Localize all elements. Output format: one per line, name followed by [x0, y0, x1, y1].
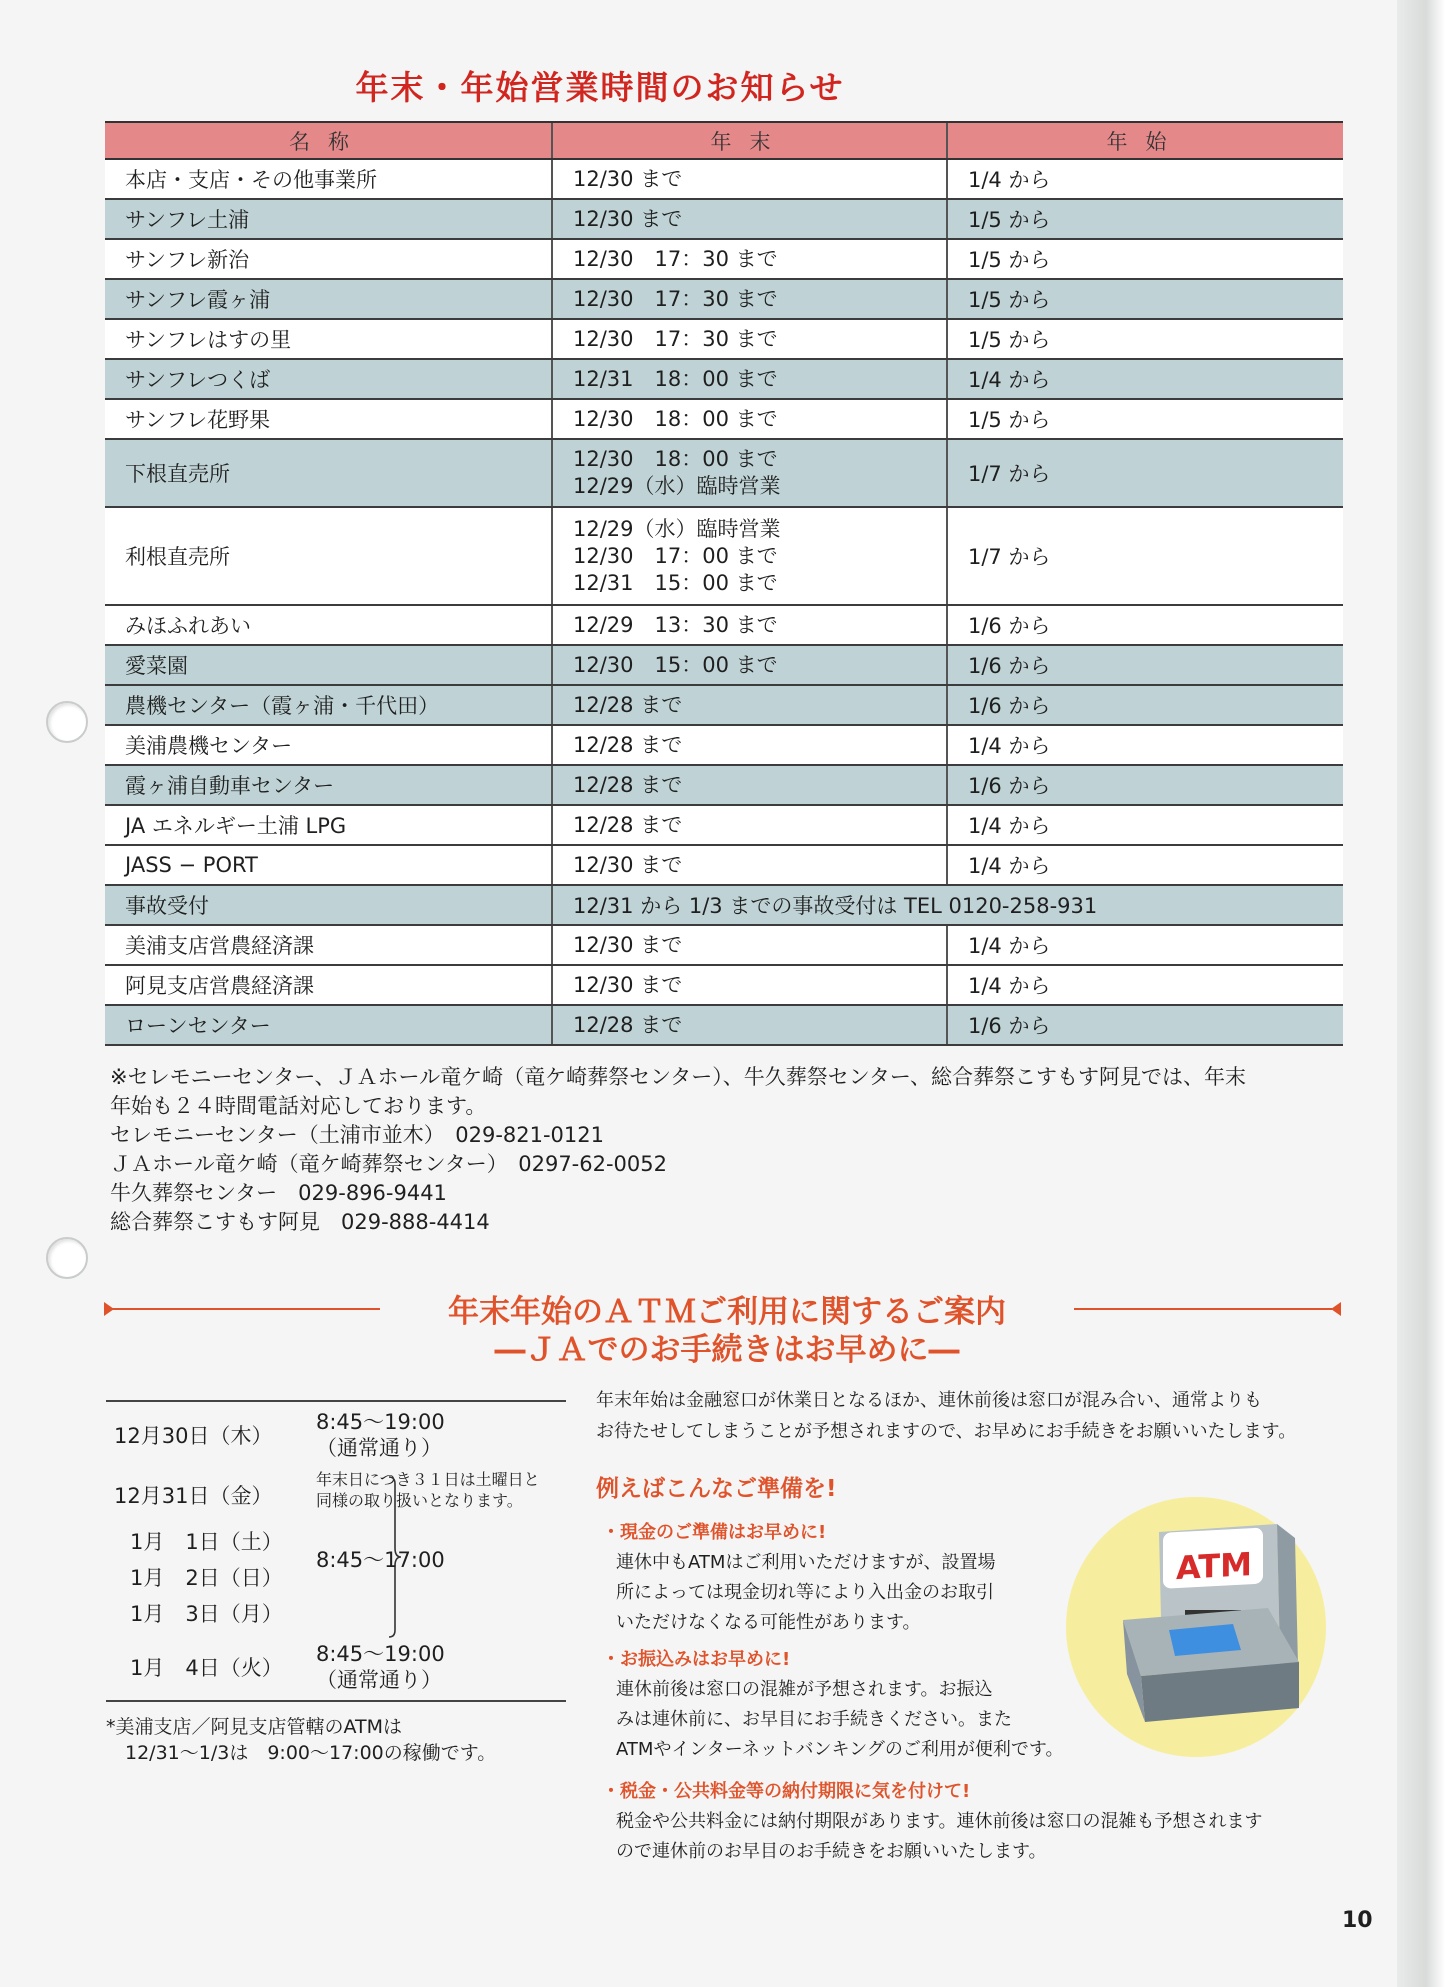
year-end-hours: [552, 845, 947, 885]
table-header-row: [105, 122, 1343, 159]
location-name: サンフレ土浦: [105, 199, 552, 239]
year-end-hours: [552, 605, 947, 645]
tip-heading: ・税金・公共料金等の納付期限に気を付けて!: [602, 1781, 971, 1802]
binder-hole-bottom: [46, 1237, 88, 1279]
year-start-date: 1/4 から: [947, 805, 1343, 845]
table-row: [105, 725, 1343, 765]
year-start-date: 1/6 から: [947, 605, 1343, 645]
hours-line: 12/28 まで: [573, 1012, 683, 1037]
hours-line: 12/29 13：30 まで: [573, 612, 778, 637]
hours-line: 12/30 17：30 まで: [573, 286, 778, 311]
header-name: 名称: [105, 122, 552, 159]
schedule-date: 12月31日（金）: [114, 1484, 273, 1508]
year-start-date: 1/4 から: [947, 359, 1343, 399]
location-name: 下根直売所: [105, 439, 552, 507]
table-row: [105, 845, 1343, 885]
location-name: JA エネルギー土浦 LPG: [105, 805, 552, 845]
schedule-date: 1月 3日（月）: [130, 1602, 283, 1626]
year-end-hours: [552, 805, 947, 845]
location-name: サンフレ新治: [105, 239, 552, 279]
table-row: [105, 885, 1343, 925]
year-end-hours: [552, 359, 947, 399]
table-row: [105, 765, 1343, 805]
hours-line: 12/30 17：30 まで: [573, 326, 778, 351]
tip-body: いただけなくなる可能性があります。: [616, 1612, 921, 1633]
schedule-footnote: [106, 1714, 496, 1766]
tip-body: 連休中もATMはご利用いただけますが、設置場: [616, 1552, 996, 1573]
location-name: サンフレつくば: [105, 359, 552, 399]
binder-hole-top: [46, 701, 88, 743]
funeral-notes: [110, 1063, 1340, 1237]
location-name: 美浦支店営農経済課: [105, 925, 552, 965]
note-line: ＪＡホール竜ケ崎（竜ケ崎葬祭センター） 0297-62-0052: [110, 1152, 668, 1176]
page-title: 年末・年始営業時間のお知らせ: [355, 68, 845, 107]
hours-line: 12/30 17：00 まで: [573, 543, 778, 568]
year-end-hours: [552, 645, 947, 685]
heading-rule-left: [108, 1308, 380, 1310]
year-end-hours: [552, 965, 947, 1005]
year-start-date: 1/4 から: [947, 845, 1343, 885]
schedule-note: 同様の取り扱いとなります。: [316, 1491, 523, 1510]
atm-intro: [596, 1385, 1341, 1447]
location-name: サンフレ霞ヶ浦: [105, 279, 552, 319]
year-end-hours: [552, 319, 947, 359]
table-row: [105, 805, 1343, 845]
schedule-date: 1月 4日（火）: [130, 1656, 283, 1680]
hours-line: 12/30 15：00 まで: [573, 652, 778, 677]
tip-body: 連休前後は窓口の混雑が予想されます。お振込: [616, 1679, 993, 1700]
intro-line: 年末年始は金融窓口が休業日となるほか、連休前後は窓口が混み合い、通常よりも: [596, 1390, 1262, 1411]
year-end-hours: [552, 399, 947, 439]
year-end-hours: [552, 439, 947, 507]
schedule-time: 8:45〜19:00: [316, 1410, 445, 1434]
year-end-hours: [552, 239, 947, 279]
year-start-date: 1/7 から: [947, 439, 1343, 507]
table-row: [105, 359, 1343, 399]
table-row: [105, 965, 1343, 1005]
accident-reception-info: 12/31 から 1/3 までの事故受付は TEL 0120-258-931: [552, 885, 1343, 925]
year-start-date: 1/5 から: [947, 399, 1343, 439]
hours-line: 12/31 18：00 まで: [573, 366, 778, 391]
year-start-date: 1/4 から: [947, 725, 1343, 765]
header-year-start: 年始: [947, 122, 1343, 159]
location-name: JASS − PORT: [105, 845, 552, 885]
hours-line: 12/29（水）臨時営業: [573, 474, 781, 498]
location-name: ローンセンター: [105, 1005, 552, 1045]
table-row: [105, 399, 1343, 439]
table-row: [105, 239, 1343, 279]
footnote-line: 12/31〜1/3は 9:00〜17:00の稼働です。: [106, 1742, 497, 1764]
location-name: 事故受付: [105, 885, 552, 925]
atm-heading-text: 年末年始のＡＴＭご利用に関するご案内: [448, 1294, 1006, 1330]
atm-machine-icon: [1063, 1492, 1333, 1762]
example-heading: 例えばこんなご準備を!: [596, 1476, 837, 1502]
note-line: セレモニーセンター（土浦市並木） 029-821-0121: [110, 1123, 605, 1147]
hours-line: 12/28 まで: [573, 772, 683, 797]
hours-line: 12/30 まで: [573, 166, 683, 191]
hours-line: 12/28 まで: [573, 812, 683, 837]
year-start-date: 1/5 から: [947, 319, 1343, 359]
hours-line: 12/28 まで: [573, 732, 683, 757]
page-number: 10: [1342, 1908, 1373, 1933]
arrow-right-icon: [1331, 1302, 1341, 1316]
location-name: 農機センター（霞ヶ浦・千代田）: [105, 685, 552, 725]
year-end-hours: [552, 199, 947, 239]
year-start-date: 1/7 から: [947, 507, 1343, 605]
note-line: 牛久葬祭センター 029-896-9441: [110, 1181, 447, 1205]
schedule-time-note: （通常通り）: [316, 1668, 442, 1692]
table-row: [105, 199, 1343, 239]
schedule-date: 1月 1日（土）: [130, 1530, 283, 1554]
header-year-end: 年末: [552, 122, 947, 159]
atm-schedule: [106, 1400, 566, 1702]
schedule-time-note: （通常通り）: [316, 1436, 442, 1460]
hours-line: 12/29（水）臨時営業: [573, 516, 781, 541]
year-start-date: 1/6 から: [947, 645, 1343, 685]
year-end-hours: [552, 279, 947, 319]
location-name: サンフレはすの里: [105, 319, 552, 359]
tip-body: 税金や公共料金には納付期限があります。連休前後は窓口の混雑も予想されます: [616, 1811, 1263, 1832]
hours-line: 12/31 15：00 まで: [573, 570, 778, 595]
atm-sign-text: ATM: [1176, 1545, 1252, 1588]
schedule-date: 12月30日（木）: [114, 1424, 273, 1448]
table-row: [105, 159, 1343, 199]
atm-subheading: ―ＪＡでのお手続きはお早めに―: [494, 1332, 960, 1368]
note-line: 年始も２４時間電話対応しております。: [110, 1094, 487, 1118]
tip-tax: [602, 1777, 1263, 1867]
year-start-date: 1/6 から: [947, 685, 1343, 725]
year-end-hours: [552, 725, 947, 765]
table-row: [105, 645, 1343, 685]
table-row: [105, 439, 1343, 507]
year-end-hours: [552, 507, 947, 605]
year-start-date: 1/5 から: [947, 239, 1343, 279]
hours-line: 12/30 17：30 まで: [573, 246, 778, 271]
intro-line: お待たせしてしまうことが予想されますので、お早めにお手続きをお願いいたします。: [596, 1421, 1297, 1442]
schedule-time: 8:45〜19:00: [316, 1642, 445, 1666]
year-end-hours: [552, 159, 947, 199]
table-row: [105, 1005, 1343, 1045]
footnote-line: *美浦支店／阿見支店管轄のATMは: [106, 1716, 403, 1738]
hours-line: 12/28 まで: [573, 692, 683, 717]
table-row: [105, 507, 1343, 605]
location-name: 霞ヶ浦自動車センター: [105, 765, 552, 805]
hours-line: 12/30 まで: [573, 206, 683, 231]
tip-heading: ・お振込みはお早めに!: [602, 1649, 791, 1670]
schedule-time: 8:45〜17:00: [316, 1548, 445, 1572]
table-row: [105, 279, 1343, 319]
year-start-date: 1/5 から: [947, 199, 1343, 239]
hours-line: 12/30 18：00 まで: [573, 406, 778, 431]
location-name: 利根直売所: [105, 507, 552, 605]
tip-cash: [602, 1518, 995, 1638]
tip-body: ので連休前のお早目のお手続きをお願いいたします。: [616, 1841, 1047, 1862]
tip-body: 所によっては現金切れ等により入出金のお取引: [616, 1582, 994, 1603]
year-end-hours: [552, 765, 947, 805]
table-row: [105, 319, 1343, 359]
page-edge: [1397, 0, 1445, 1987]
tip-body: みは連休前に、お早目にお手続きください。また: [616, 1709, 1012, 1730]
schedule-date: 1月 2日（日）: [130, 1566, 283, 1590]
schedule-note: 年末日につき３１日は土曜日と: [316, 1470, 540, 1489]
year-end-hours: [552, 685, 947, 725]
location-name: 阿見支店営農経済課: [105, 965, 552, 1005]
year-start-date: 1/5 から: [947, 279, 1343, 319]
location-name: サンフレ花野果: [105, 399, 552, 439]
tip-transfer: [602, 1645, 1063, 1765]
tip-heading: ・現金のご準備はお早めに!: [602, 1522, 827, 1543]
note-line: ※セレモニーセンター、ＪＡホール竜ケ崎（竜ケ崎葬祭センター）、牛久葬祭センター、総合葬祭こすもす阿見では、年末: [110, 1065, 1247, 1089]
year-start-date: 1/6 から: [947, 1005, 1343, 1045]
year-start-date: 1/6 から: [947, 765, 1343, 805]
location-name: 本店・支店・その他事業所: [105, 159, 552, 199]
tip-body: ATMやインターネットバンキングのご利用が便利です。: [616, 1739, 1064, 1760]
year-end-hours: [552, 1005, 947, 1045]
year-start-date: 1/4 から: [947, 965, 1343, 1005]
hours-table: [105, 121, 1343, 1046]
year-end-hours: [552, 925, 947, 965]
year-start-date: 1/4 から: [947, 159, 1343, 199]
year-start-date: 1/4 から: [947, 925, 1343, 965]
table-row: [105, 925, 1343, 965]
hours-line: 12/30 18：00 まで: [573, 447, 778, 471]
table-row: [105, 605, 1343, 645]
hours-line: 12/30 まで: [573, 852, 683, 877]
location-name: みほふれあい: [105, 605, 552, 645]
location-name: 美浦農機センター: [105, 725, 552, 765]
heading-rule-right: [1074, 1308, 1332, 1310]
hours-line: 12/30 まで: [573, 972, 683, 997]
table-row: [105, 685, 1343, 725]
hours-line: 12/30 まで: [573, 932, 683, 957]
location-name: 愛菜園: [105, 645, 552, 685]
note-line: 総合葬祭こすもす阿見 029-888-4414: [110, 1210, 490, 1234]
